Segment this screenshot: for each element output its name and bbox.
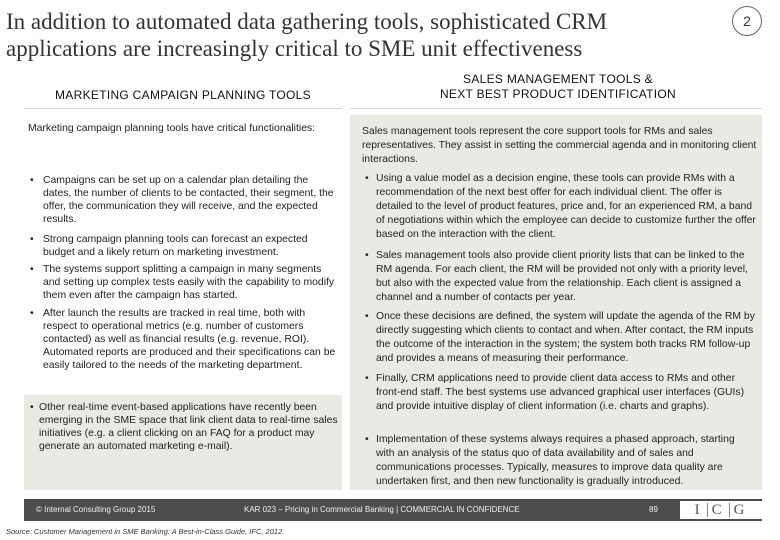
logo-divider [707, 503, 708, 517]
bullet-dot-icon: • [30, 308, 34, 319]
left-bullet-text: Strong campaign planning tools can forecast an expected budget and a likely return on marketing investment. [43, 234, 308, 258]
left-bullet-text: Campaigns can be set up on a calendar plan detailing the dates, the number of clients to be contacted, their segment, the offer, the communication they will receive, and the expected results. [43, 175, 334, 225]
footer-document-id: KAR 023 – Pricing in Commercial Banking | COMMERCIAL IN CONFIDENCE [244, 505, 520, 514]
right-column-header [358, 72, 758, 102]
bullet-dot-icon: • [365, 173, 369, 184]
logo-letter-i: I [694, 501, 703, 518]
logo-letter-c: C [711, 501, 725, 518]
logo-divider [729, 503, 730, 517]
bullet-dot-icon: • [30, 234, 34, 245]
left-header-rule [24, 108, 342, 109]
bullet-dot-icon: • [365, 250, 369, 261]
right-bullet-text: Implementation of these systems always requires a phased approach, starting with an analysis of the status quo of data availability and of sales and communications processes. Typically, measures to improve data quality are undertaken first, and then new functionality is gradually introduced. [376, 434, 735, 487]
left-highlight-box [24, 395, 342, 490]
page-title: In addition to automated data gathering tools, sophisticated CRM applications are increasingly critical to SME unit effectiveness [6, 9, 608, 61]
right-bullet-text: Once these decisions are defined, the system will update the agenda of the RM by directly suggesting which clients to contact and when. After contact, the RM inputs the outcome of the interaction in the system; the system both tracks RM follow-up and provides a means of measuring their performance. [376, 311, 755, 364]
section-badge: 2 [732, 6, 762, 36]
footer-bar [24, 499, 762, 521]
right-header-line2: NEXT BEST PRODUCT IDENTIFICATION [439, 87, 677, 101]
bullet-dot-icon: • [365, 373, 369, 384]
right-bullet-text: Finally, CRM applications need to provide client data access to RMs and other front-end staff. The best systems use advanced graphical user interfaces (GUIs) and provide intuitive display of client information (i.e. charts and graphs). [376, 373, 745, 412]
bullet-dot-icon: • [30, 264, 34, 275]
right-header-line1: SALES MANAGEMENT TOOLS & [463, 72, 653, 86]
right-panel [350, 115, 762, 490]
left-column-header: MARKETING CAMPAIGN PLANNING TOOLS [55, 88, 311, 102]
bullet-dot-icon: • [365, 311, 369, 322]
source-note: Source: Customer Management in SME Banking: A Best-in-Class Guide, IFC, 2012. [6, 527, 285, 536]
left-box-text: Other real-time event-based applications have recently been emerging in the SME space that link client data to real-time sales initiatives (e.g. a client clicking on an FAQ for a product may generate an automated marketing e-mail). [39, 402, 338, 452]
right-bullet-text: Using a value model as a decision engine, these tools can provide RMs with a recommendation of the next best offer for each individual client. The offer is detailed to the level of product features, price and, for an experienced RM, a band of negotiations within which the employee can decide to customize further the offer based on the interaction with the client. [376, 173, 756, 240]
bullet-dot-icon: • [30, 402, 34, 413]
right-bullet-text: Sales management tools also provide client priority lists that can be linked to the RM agenda. For each client, the RM will be provided not only with a priority level, but also with the expected value from the relationship. Each client is assigned a channel and a number of contacts per year. [376, 250, 748, 303]
left-bullet-text: After launch the results are tracked in real time, both with respect to operational metrics (e.g. number of customers contacted) as well as financial results (e.g. revenue, ROI). Automated reports are produced and their specifications can be easily tailored to the needs of the marketing department. [43, 308, 336, 371]
right-intro: Sales management tools represent the core support tools for RMs and sales representatives. They assist in setting the commercial agenda and in monitoring client interactions. [362, 126, 757, 165]
logo-letter-g: G [733, 501, 748, 518]
footer-copyright: © Internal Consulting Group 2015 [36, 505, 156, 514]
bullet-dot-icon: • [30, 175, 34, 186]
footer-page-number: 89 [649, 505, 658, 514]
left-intro: Marketing campaign planning tools have critical functionalities: [28, 123, 316, 134]
left-bullet-text: The systems support splitting a campaign in many segments and setting up complex tests easily with the capability to modify them even after the campaign has started. [43, 264, 335, 301]
icg-logo [680, 501, 762, 519]
right-header-rule [350, 108, 762, 109]
bullet-dot-icon: • [365, 434, 369, 445]
